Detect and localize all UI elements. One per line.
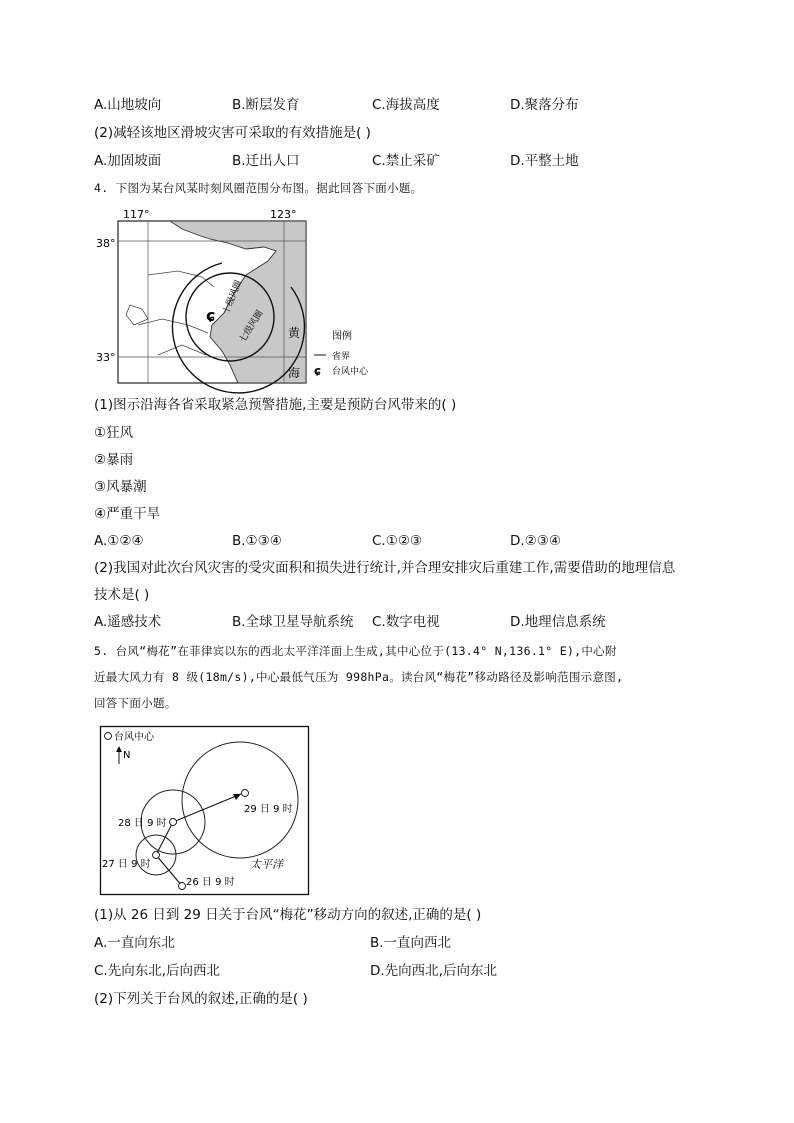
question-4-1: (1)图示沿海各省采取紧急预警措施,主要是预防台风带来的( ) xyxy=(94,397,457,413)
map-legend xyxy=(312,328,392,380)
legend-boundary: 省界 xyxy=(332,352,351,362)
option-b: B.全球卫星导航系统 xyxy=(232,614,354,630)
legend-center: 台风中心 xyxy=(332,367,369,377)
option-d: D.地理信息系统 xyxy=(510,614,606,630)
typhoon-path-map xyxy=(100,726,312,896)
time-label-27: 27 日 9 时 xyxy=(102,859,151,870)
option-a: A.山地坡向 xyxy=(94,97,162,113)
legend-title: 图例 xyxy=(332,331,352,342)
option-d: D.先向西北,后向东北 xyxy=(370,963,497,979)
lat-label-38: 38° xyxy=(96,237,116,250)
sea-label-huang: 黄 xyxy=(288,326,301,340)
option-a: A.①②④ xyxy=(94,533,144,549)
lat-label-33: 33° xyxy=(96,351,116,364)
time-label-28: 28 日 9 时 xyxy=(118,818,167,829)
item-3: ③风暴潮 xyxy=(94,479,147,495)
option-a: A.加固坡面 xyxy=(94,153,162,169)
typhoon-center-27 xyxy=(153,852,160,859)
typhoon-center-icon: ɕ xyxy=(314,364,322,378)
ocean-label: 太平洋 xyxy=(250,858,283,871)
question-4-2-line1: (2)我国对此次台风灾害的受灾面积和损失进行统计,并合理安排灾后重建工作,需要借助的地理信息 xyxy=(94,560,676,576)
option-b: B.①③④ xyxy=(232,533,282,549)
lon-label-123: 123° xyxy=(270,208,297,221)
option-d: D.②③④ xyxy=(510,533,561,549)
question-5-stem-line3: 回答下面小题。 xyxy=(94,696,177,710)
question-3-2: (2)减轻该地区滑坡灾害可采取的有效措施是( ) xyxy=(94,125,371,141)
option-b: B.迁出人口 xyxy=(232,153,300,169)
sea-label-hai: 海 xyxy=(288,366,301,380)
option-a: A.遥感技术 xyxy=(94,614,162,630)
question-5-2: (2)下列关于台风的叙述,正确的是( ) xyxy=(94,991,308,1007)
outer-circle-label: 七级风圈 xyxy=(238,308,266,345)
lon-label-117: 117° xyxy=(123,208,150,221)
option-d: D.聚落分布 xyxy=(510,97,579,113)
typhoon-center-29 xyxy=(242,790,249,797)
question-4-stem: 4. 下图为某台风某时刻风圈范围分布图。据此回答下面小题。 xyxy=(94,181,423,195)
north-label: N xyxy=(123,750,131,761)
option-b: B.一直向西北 xyxy=(370,935,452,951)
inner-circle-label: 十级风圈 xyxy=(221,278,245,317)
question-5-1: (1)从 26 日到 29 日关于台风“梅花”移动方向的叙述,正确的是( ) xyxy=(94,907,482,923)
typhoon-center-26 xyxy=(179,883,186,890)
question-5-stem-line1: 5. 台风“梅花”在菲律宾以东的西北太平洋洋面上生成,其中心位于(13.4° N,136.1° E),中心附 xyxy=(94,644,617,658)
item-4: ④严重干旱 xyxy=(94,506,161,522)
typhoon-center-icon: ɕ xyxy=(206,306,216,325)
question-4-2-line2: 技术是( ) xyxy=(94,587,150,603)
option-c: C.先向东北,后向西北 xyxy=(94,963,221,979)
question-5-stem-line2: 近最大风力有 8 级(18m/s),中心最低气压为 998hPa。读台风“梅花”移动路径及影响范围示意图, xyxy=(94,670,624,684)
item-1: ①狂风 xyxy=(94,425,134,441)
option-d: D.平整土地 xyxy=(510,153,579,169)
option-c: C.海拔高度 xyxy=(372,97,440,113)
option-c: C.①②③ xyxy=(372,533,423,549)
typhoon-center-28 xyxy=(170,819,177,826)
option-c: C.禁止采矿 xyxy=(372,153,440,169)
option-c: C.数字电视 xyxy=(372,614,440,630)
option-a: A.一直向东北 xyxy=(94,935,175,951)
time-label-29: 29 日 9 时 xyxy=(244,804,293,815)
legend-center: 台风中心 xyxy=(114,732,154,743)
item-2: ②暴雨 xyxy=(94,452,134,468)
option-b: B.断层发育 xyxy=(232,97,300,113)
time-label-26: 26 日 9 时 xyxy=(186,877,235,888)
